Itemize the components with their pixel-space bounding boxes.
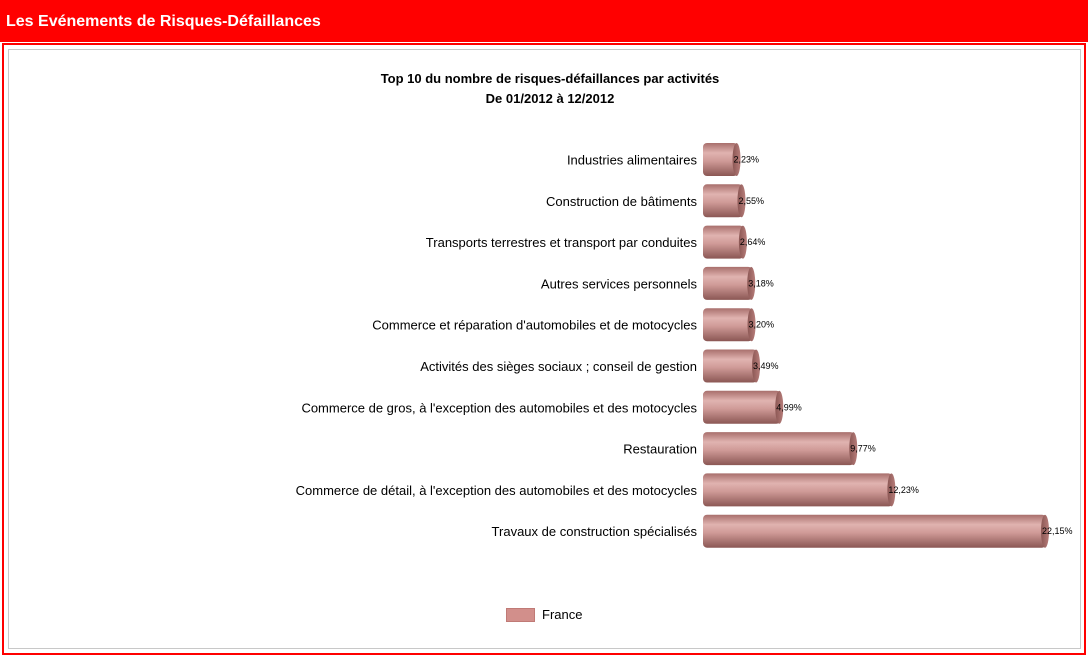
category-label-2: Transports terrestres et transport par conduites [425, 235, 697, 251]
bar-2 [703, 226, 744, 259]
legend-swatch-france [506, 608, 535, 622]
category-label-8: Commerce de détail, à l'exception des automobiles et des motocycles [295, 482, 697, 498]
value-label-4: 3,20% [748, 319, 775, 330]
bar-8 [703, 473, 892, 506]
legend-label-france: France [542, 607, 583, 622]
value-label-1: 2,55% [738, 195, 765, 206]
value-label-9: 22,15% [1042, 526, 1073, 537]
category-label-9: Travaux de construction spécialisés [491, 524, 697, 540]
chart-subtitle: De 01/2012 à 12/2012 [485, 91, 615, 106]
category-label-3: Autres services personnels [540, 276, 697, 292]
bar-4 [703, 308, 753, 341]
category-label-5: Activités des sièges sociaux ; conseil de gestion [420, 359, 697, 374]
value-label-3: 3,18% [748, 278, 774, 289]
bar-3 [703, 267, 752, 300]
value-label-8: 12,23% [888, 484, 919, 495]
bar-6 [703, 391, 780, 424]
category-label-7: Restauration [623, 441, 697, 457]
bar-5 [703, 350, 757, 383]
category-label-6: Commerce de gros, à l'exception des automobiles et des motocycles [301, 400, 697, 416]
bars-group [296, 143, 1073, 548]
bar-9 [703, 515, 1046, 548]
value-label-7: 9,77% [850, 443, 876, 454]
category-label-0: Industries alimentaires [566, 152, 697, 168]
value-label-5: 3,49% [753, 361, 779, 371]
bar-7 [703, 432, 854, 465]
value-label-6: 4,99% [776, 402, 802, 413]
value-label-2: 2,64% [739, 237, 766, 248]
bar-0 [703, 143, 738, 176]
chart-title: Top 10 du nombre de risques-défaillances par activités [380, 71, 720, 86]
category-label-4: Commerce et réparation d'automobiles et de motocycles [372, 317, 697, 333]
value-label-0: 2,23% [733, 154, 760, 165]
bar-1 [703, 184, 742, 217]
category-label-1: Construction de bâtiments [545, 193, 697, 209]
page-title: Les Evénements de Risques-Défaillances [6, 13, 321, 30]
